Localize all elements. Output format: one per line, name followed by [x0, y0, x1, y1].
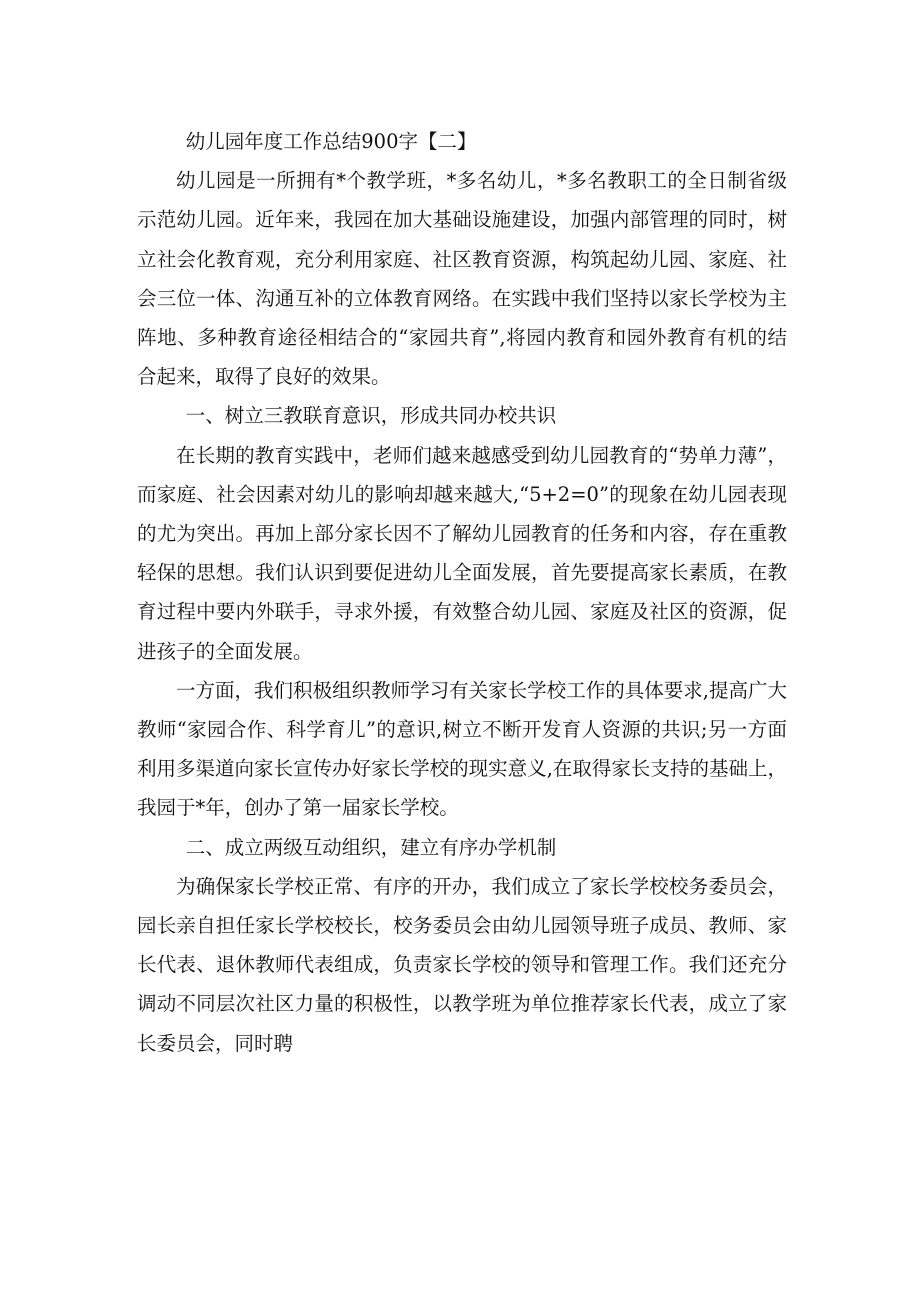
- section-heading-2: 二、成立两级互动组织，建立有序办学机制: [185, 835, 557, 859]
- paragraph-section2-a: 为确保家长学校正常、有序的开办，我们成立了家长学校校务委员会，园长亲自担任家长学校校长，校务委员会由幼儿园领导班子成员、教师、家长代表、退休教师代表组成，负责家长学校的领导和管理工作。我们还充分调动不同层次社区力量的积极性，以教学班为单位推荐家长代表，成立了家长委员会，同时聘: [137, 874, 787, 1055]
- section-heading-1: 一、树立三教联育意识，形成共同办校共识: [185, 404, 557, 428]
- document-body: [137, 122, 787, 1063]
- paragraph-intro: 幼儿园是一所拥有*个教学班，*多名幼儿，*多名教职工的全日制省级示范幼儿园。近年来，我园在加大基础设施建设，加强内部管理的同时，树立社会化教育观，充分利用家庭、社区教育资源，构筑起幼儿园、家庭、社会三位一体、沟通互补的立体教育网络。在实践中我们坚持以家长学校为主阵地、多种教育途径相结合的“家园共育”,将园内教育和园外教育有机的结合起来，取得了良好的效果。: [137, 169, 787, 389]
- paragraph-section1-b: 一方面，我们积极组织教师学习有关家长学校工作的具体要求,提高广大教师“家园合作、科学育儿”的意识,树立不断开发育人资源的共识;另一方面利用多渠道向家长宣传办好家长学校的现实意义,在取得家长支持的基础上，我园于*年，创办了第一届家长学校。: [137, 678, 787, 820]
- document-title: 幼儿园年度工作总结900字【二】: [185, 130, 477, 153]
- paragraph-section1-a: 在长期的教育实践中，老师们越来越感受到幼儿园教育的“势单力薄”，而家庭、社会因素对幼儿的影响却越来越大,“5+2=0”的现象在幼儿园表现的尤为突出。再加上部分家长因不了解幼儿园教育的任务和内容，存在重教轻保的思想。我们认识到要促进幼儿全面发展，首先要提高家长素质，在教育过程中要内外联手，寻求外援，有效整合幼儿园、家庭及社区的资源，促进孩子的全面发展。: [137, 443, 787, 663]
